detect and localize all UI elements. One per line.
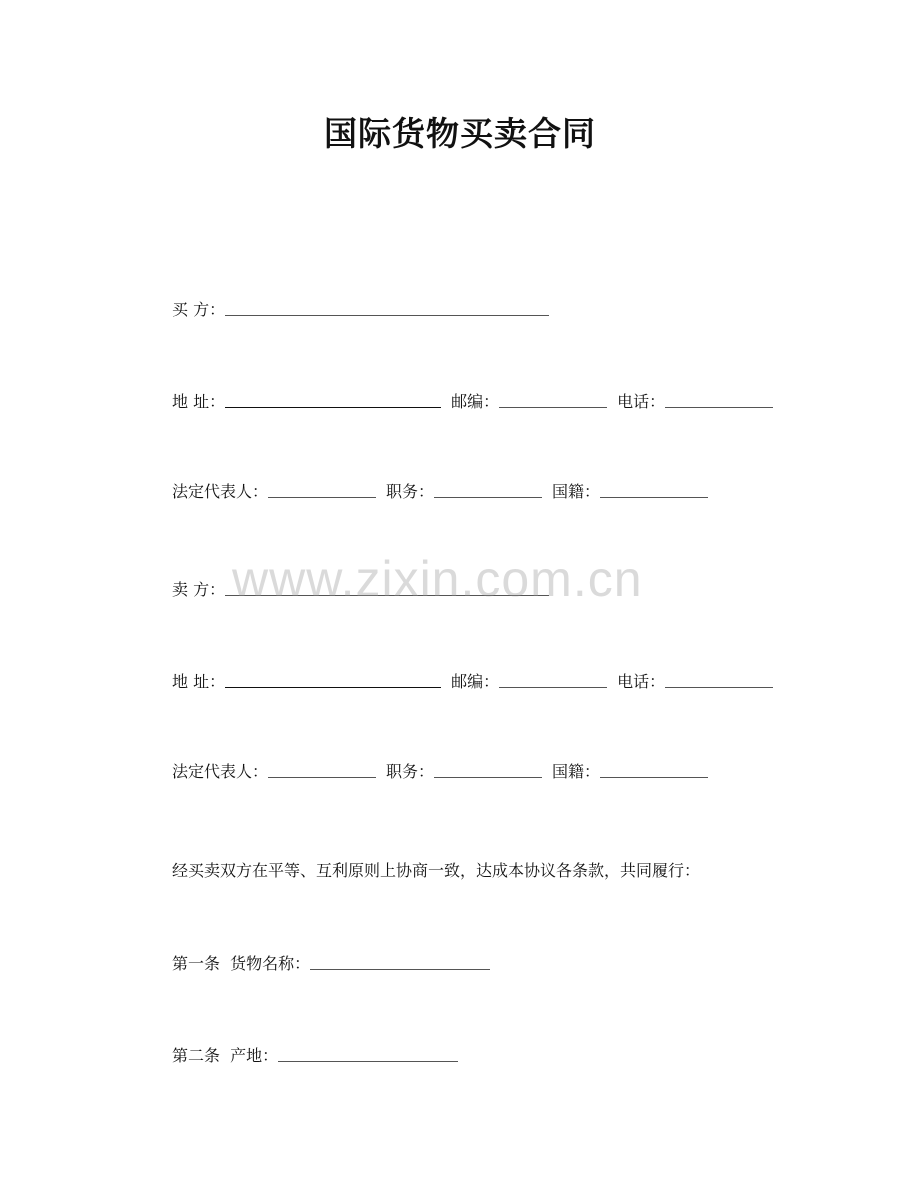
buyer-rep-field[interactable] — [268, 496, 376, 498]
origin-field[interactable] — [278, 1060, 458, 1062]
seller-position-field[interactable] — [434, 776, 542, 778]
document-title: 国际货物买卖合同 — [324, 114, 596, 153]
seller-phone-field[interactable] — [665, 686, 773, 688]
buyer-address-field[interactable] — [225, 406, 441, 408]
seller-address-label: 地 址： — [172, 672, 226, 691]
seller-name-field[interactable] — [225, 594, 549, 596]
seller-rep-label: 法定代表人： — [172, 762, 269, 781]
buyer-row — [172, 296, 549, 320]
buyer-phone-label: 电话： — [617, 392, 666, 411]
buyer-label: 买 方： — [172, 300, 226, 319]
seller-label: 卖 方： — [172, 580, 226, 599]
buyer-postcode-label: 邮编： — [451, 392, 500, 411]
seller-rep-field[interactable] — [268, 776, 376, 778]
article-1-label: 第一条 货物名称： — [172, 954, 311, 973]
agreement-paragraph: 经买卖双方在平等、互利原则上协商一致，达成本协议各条款，共同履行： — [172, 861, 701, 880]
seller-rep-row — [172, 758, 708, 782]
seller-address-field[interactable] — [225, 686, 441, 688]
buyer-rep-label: 法定代表人： — [172, 482, 269, 501]
article-2-row — [172, 1042, 458, 1066]
buyer-name-field[interactable] — [225, 314, 549, 316]
seller-nationality-field[interactable] — [600, 776, 708, 778]
seller-phone-label: 电话： — [617, 672, 666, 691]
buyer-postcode-field[interactable] — [499, 406, 607, 408]
seller-postcode-label: 邮编： — [451, 672, 500, 691]
buyer-address-label: 地 址： — [172, 392, 226, 411]
buyer-address-row — [172, 388, 773, 412]
goods-name-field[interactable] — [310, 968, 490, 970]
buyer-position-label: 职务： — [386, 482, 435, 501]
seller-postcode-field[interactable] — [499, 686, 607, 688]
buyer-nationality-field[interactable] — [600, 496, 708, 498]
seller-row — [172, 576, 549, 600]
article-1-row — [172, 950, 490, 974]
seller-nationality-label: 国籍： — [552, 762, 601, 781]
article-2-label: 第二条 产地： — [172, 1046, 279, 1065]
buyer-nationality-label: 国籍： — [552, 482, 601, 501]
seller-position-label: 职务： — [386, 762, 435, 781]
buyer-rep-row — [172, 478, 708, 502]
seller-address-row — [172, 668, 773, 692]
buyer-phone-field[interactable] — [665, 406, 773, 408]
watermark-text: www.zixin.com.cn — [232, 551, 643, 607]
buyer-position-field[interactable] — [434, 496, 542, 498]
